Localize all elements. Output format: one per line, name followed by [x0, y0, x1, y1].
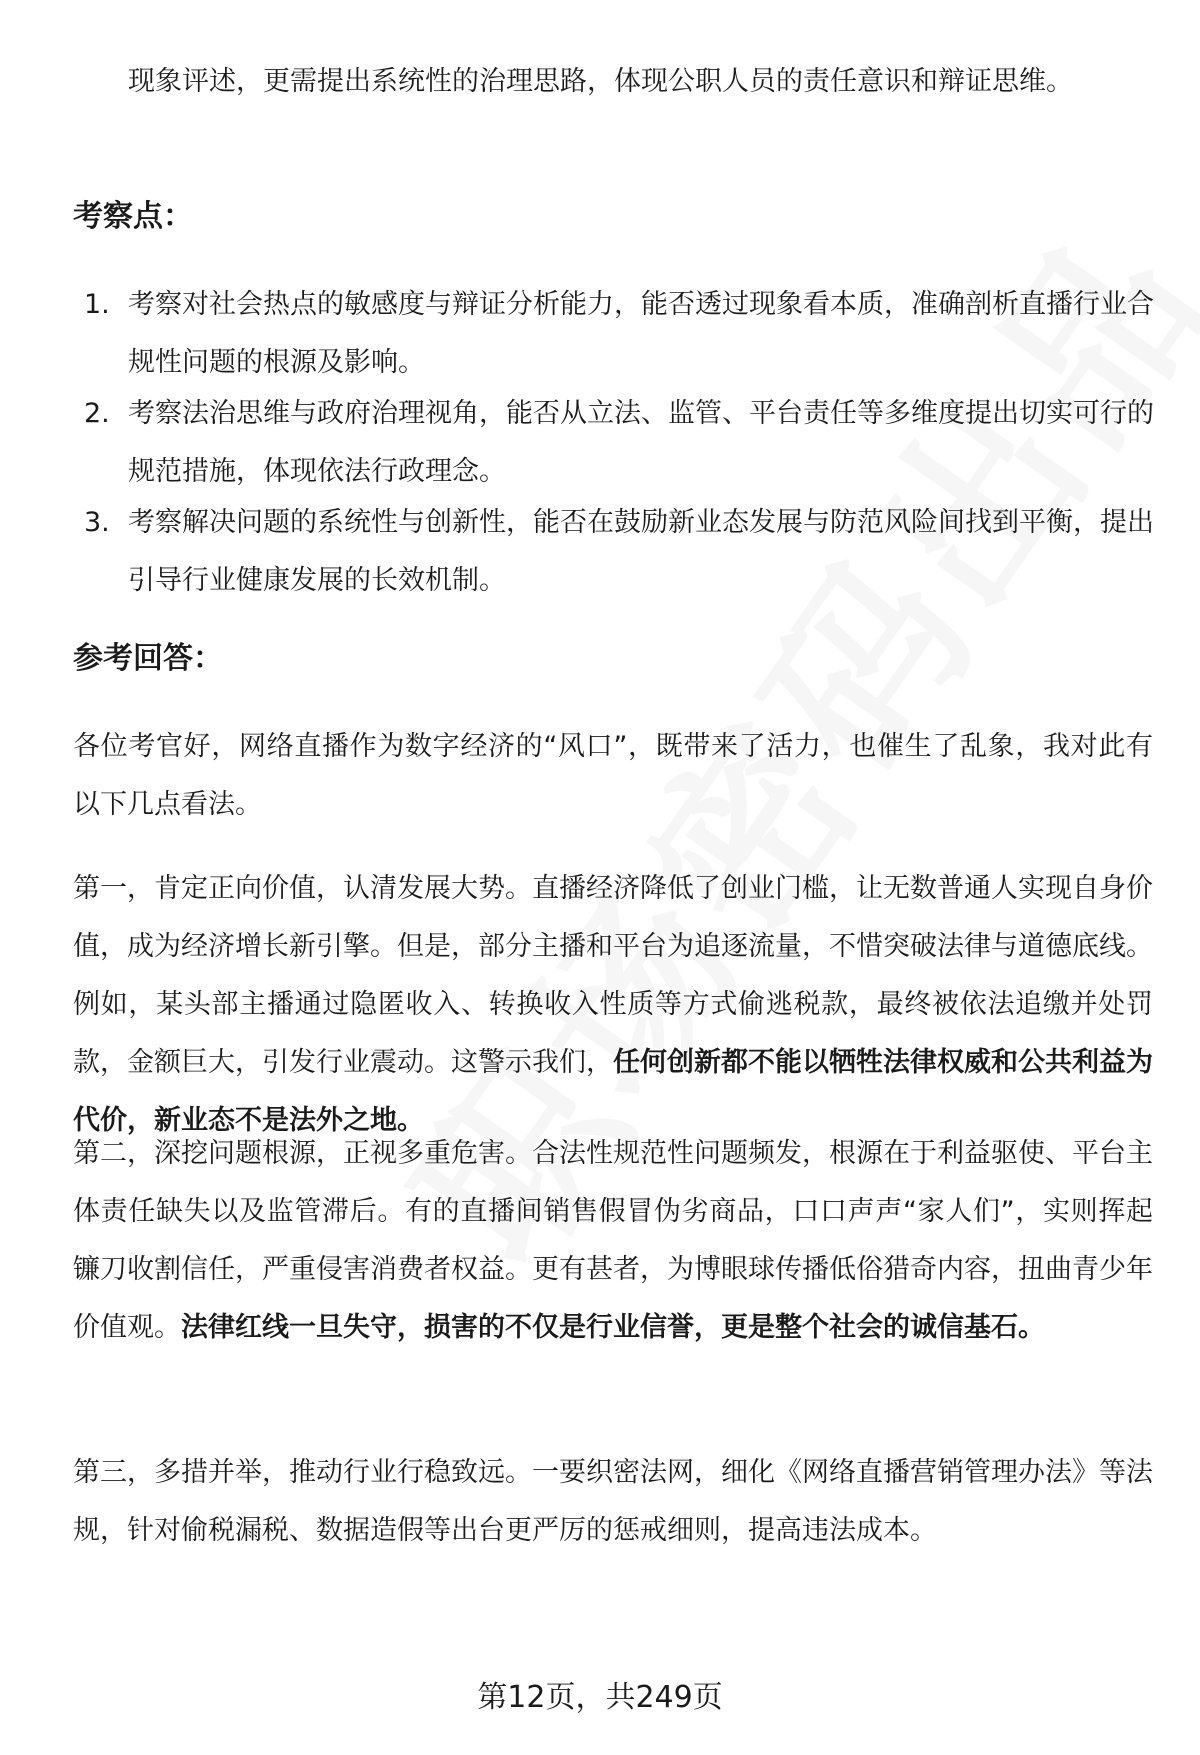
list-number: 2. [84, 398, 110, 429]
answer-opening: 各位考官好，网络直播作为数字经济的“风口”，既带来了活力，也催生了乱象，我对此有以下几点看法。 [73, 731, 1153, 820]
list-text: 考察对社会热点的敏感度与辩证分析能力，能否透过现象看本质，准确剖析直播行业合规性问题的根源及影响。 [128, 289, 1154, 378]
heading-exam-points: 考察点： [73, 199, 193, 234]
list-item [84, 276, 1154, 392]
list-text: 考察解决问题的系统性与创新性，能否在鼓励新业态发展与防范风险间找到平衡，提出引导行业健康发展的长效机制。 [128, 507, 1154, 596]
list-item [84, 494, 1154, 610]
list-number: 1. [84, 289, 110, 320]
paragraph-emphasis: 法律红线一旦失守，损害的不仅是行业信誉，更是整个社会的诚信基石。 [181, 1312, 1045, 1343]
heading-reference-answer: 参考回答： [73, 641, 223, 676]
paragraph-text: 第二，深挖问题根源，正视多重危害。合法性规范性问题频发，根源在于利益驱使、平台主体责任缺失以及监管滞后。有的直播间销售假冒伪劣商品，口口声声“家人们”，实则挥起镰刀收割信任，严重侵害消费者权益。更有甚者，为博眼球传播低俗猎奇内容，扭曲青少年价值观。 [73, 1138, 1153, 1343]
list-text: 考察法治思维与政府治理视角，能否从立法、监管、平台责任等多维度提出切实可行的规范措施，体现依法行政理念。 [128, 398, 1154, 487]
paragraph-emphasis: 任何创新都不能以牺牲法律权威和公共利益为代价，新业态不是法外之地。 [73, 1047, 1153, 1136]
intro-continuation: 现象评述，更需提出系统性的治理思路，体现公职人员的责任意识和辩证思维。 [128, 66, 1073, 97]
answer-paragraph-2 [73, 1125, 1153, 1357]
page-number: 第12页，共249页 [477, 1680, 723, 1715]
list-item [84, 385, 1154, 501]
paragraph-text: 第三，多措并举，推动行业行稳致远。一要织密法网，细化《网络直播营销管理办法》等法规，针对偷税漏税、数据造假等出台更严厉的惩戒细则，提高违法成本。 [73, 1457, 1153, 1546]
answer-paragraph-3 [73, 1444, 1153, 1560]
paragraph-text: 第一，肯定正向价值，认清发展大势。直播经济降低了创业门槛，让无数普通人实现自身价值，成为经济增长新引擎。但是，部分主播和平台为追逐流量，不惜突破法律与道德底线。例如，某头部主播通过隐匿收入、转换收入性质等方式偷逃税款，最终被依法追缴并处罚款，金额巨大，引发行业震动。这警示我们， [73, 873, 1153, 1078]
list-number: 3. [84, 507, 110, 538]
answer-paragraph-1 [73, 860, 1153, 1150]
